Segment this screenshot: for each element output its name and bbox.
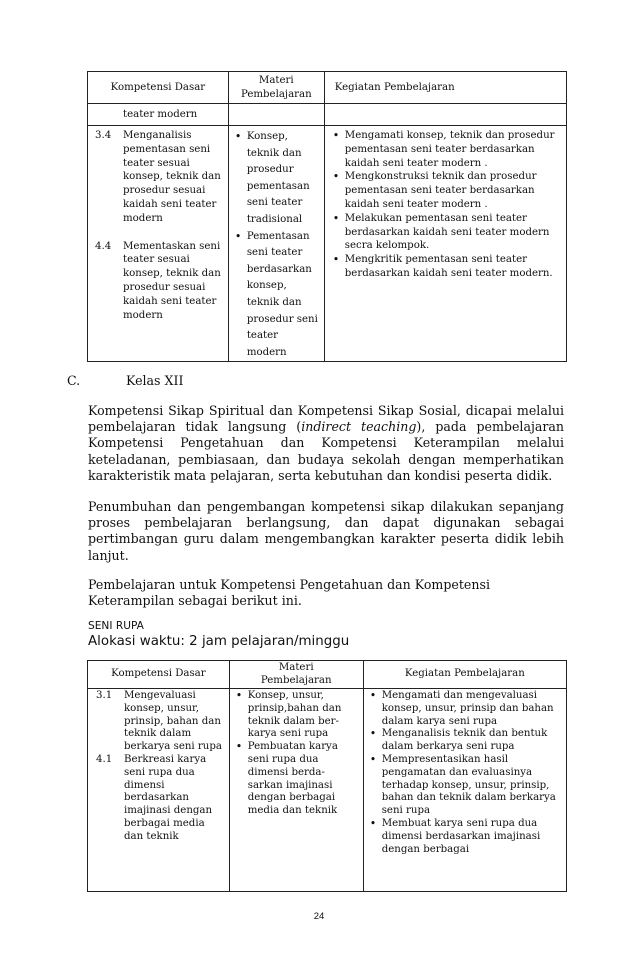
- list-item: • Konsep, unsur, prinsip,bahan dan teknik dalam ber-karya seni rupa: [232, 690, 357, 741]
- header-materi: Materi Pembelajaran: [228, 72, 324, 104]
- list-item: • Mengamati konsep, teknik dan prosedur pementasan seni teater berdasarkan kaidah seni teater modern .: [329, 129, 562, 170]
- kd-number: 3.1: [96, 690, 113, 701]
- header-kompetensi-dasar: Kompetensi Dasar: [88, 661, 230, 689]
- continued-cell: teater modern: [88, 104, 229, 126]
- header-kegiatan: Kegiatan Pembelajaran: [324, 72, 566, 104]
- list-item: • Mempresentasikan hasil pengamatan dan evaluasinya terhadap konsep, unsur, prinsip, bahan dan teknik dalam berkarya seni rupa: [366, 754, 562, 818]
- empty-cell: [228, 104, 324, 126]
- table-header-row: [88, 661, 567, 689]
- list-item: • Mengkritik pementasan seni teater berdasarkan kaidah seni teater modern.: [329, 253, 562, 281]
- list-item: • Membuat karya seni rupa dua dimensi berdasarkan imajinasi dengan berbagai: [366, 818, 562, 856]
- kd-cell: [88, 126, 229, 362]
- table-header-row: [88, 72, 567, 104]
- kd-item: [96, 754, 225, 844]
- paragraph-text: ), pada pembelajaran Kompetensi Pengetahuan dan Kompetensi Keterampilan melalui keteladanan, pembiasaan, dan budaya sekolah dengan memperhatikan karakteristik mata pelajaran, serta kebutuhan dan kondisi peserta didik.: [88, 419, 565, 483]
- kd-text: Mementaskan seni teater sesuai konsep, teknik dan prosedur sesuai kaidah seni teater modern: [123, 240, 221, 321]
- kd-cell: [88, 689, 230, 892]
- list-item: • Pembuatan karya seni rupa dua dimensi berda-sarkan imajinasi dengan berbagai media dan teknik: [232, 741, 357, 818]
- list-item: • Melakukan pementasan seni teater berdasarkan kaidah seni teater modern secra kelompok.: [329, 212, 562, 253]
- table-seni-rupa: [87, 660, 567, 892]
- kd-item: [95, 129, 225, 226]
- kd-item: [95, 240, 225, 323]
- paragraph-2: Penumbuhan dan pengembangan kompetensi sikap dilakukan sepanjang proses pembelajaran berlangsung, dan dapat digunakan sebagai pertimbangan guru dalam mengembangkan karakter peserta didik lebih lanjut.: [88, 499, 564, 563]
- kegiatan-cell: [363, 689, 566, 892]
- paragraph-3: Pembelajaran untuk Kompetensi Pengetahuan dan Kompetensi Keterampilan sebagai berikut ini.: [88, 577, 490, 609]
- empty-cell: [324, 104, 566, 126]
- section-letter: C.: [67, 373, 81, 388]
- list-item: • Mengkonstruksi teknik dan prosedur pementasan seni teater berdasarkan kaidah seni teater modern .: [329, 170, 562, 211]
- list-item: • Menganalisis teknik dan bentuk dalam berkarya seni rupa: [366, 728, 562, 754]
- list-item: • Pementasan seni teater berdasarkan konsep, teknik dan prosedur seni teater modern: [231, 229, 320, 362]
- kd-text: Menganalisis pementasan seni teater sesuai konsep, teknik dan prosedur sesuai kaidah seni teater modern: [123, 130, 221, 224]
- table-row: [88, 104, 567, 126]
- kd-text: Berkreasi karya seni rupa dua dimensi berdasarkan imajinasi dengan berbagai media dan teknik: [124, 753, 213, 842]
- kegiatan-cell: [324, 126, 566, 362]
- header-kompetensi-dasar: Kompetensi Dasar: [88, 72, 229, 104]
- header-kegiatan: Kegiatan Pembelajaran: [363, 661, 566, 689]
- kd-number: 3.4: [95, 130, 112, 141]
- list-item: • Konsep, teknik dan prosedur pementasan seni teater tradisional: [231, 129, 320, 229]
- table-row: [88, 126, 567, 362]
- list-item: • Mengamati dan mengevaluasi konsep, unsur, prinsip dan bahan dalam karya seni rupa: [366, 690, 562, 728]
- kd-number: 4.4: [95, 240, 112, 252]
- kd-item: [96, 690, 225, 754]
- materi-cell: [229, 689, 363, 892]
- table-teater: [87, 71, 567, 362]
- time-allocation: Alokasi waktu: 2 jam pelajaran/minggu: [88, 634, 350, 649]
- materi-cell: [228, 126, 324, 362]
- kd-number: 4.1: [96, 753, 113, 765]
- section-title: Kelas XII: [126, 373, 184, 388]
- paragraph-text: Kompetensi Sikap Spiritual dan Kompetensi Sikap Sosial, dicapai melalui pembelajaran tidak langsung (: [88, 403, 564, 435]
- kd-text: Mengevaluasi konsep, unsur, prinsip, bahan dan teknik dalam berkarya seni rupa: [124, 690, 222, 753]
- page-number: 24: [313, 911, 325, 922]
- paragraph-1: [88, 403, 564, 484]
- header-materi: Materi Pembelajaran: [229, 661, 363, 689]
- paragraph-italic: indirect teaching: [301, 419, 417, 435]
- table-row: [88, 689, 567, 892]
- subject-title: SENI RUPA: [88, 620, 144, 632]
